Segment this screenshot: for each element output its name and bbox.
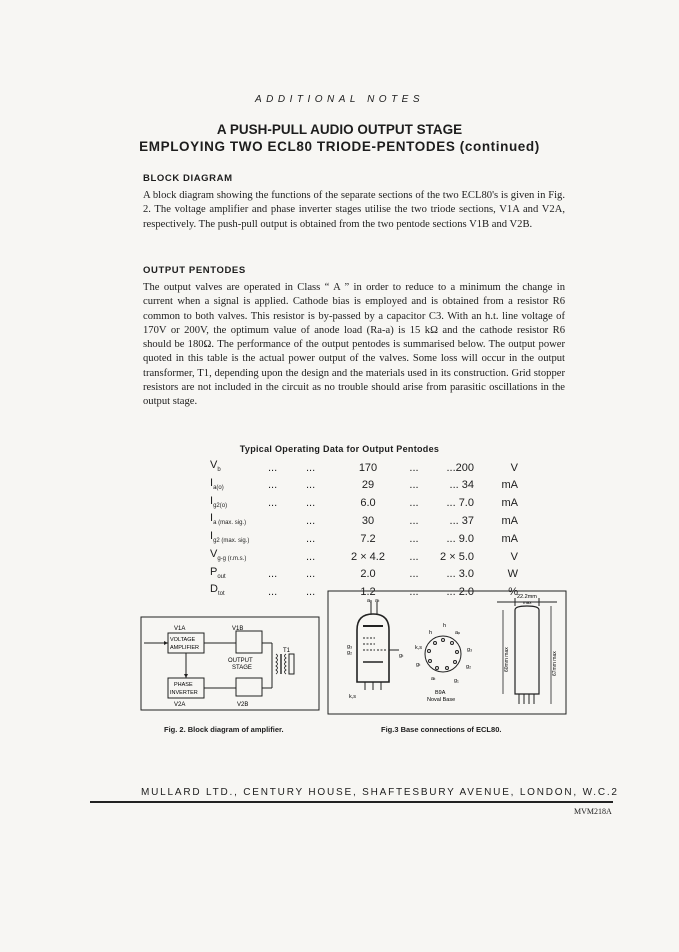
row-dots2: ...	[306, 532, 316, 545]
output-stage-block-lower	[236, 678, 262, 696]
row-unit: V	[510, 461, 518, 474]
row-unit: mA	[501, 532, 518, 545]
symbol: I	[210, 530, 214, 543]
row-dots1	[268, 512, 306, 530]
out-line2: STAGE	[232, 665, 252, 671]
footer-rule	[90, 801, 613, 803]
pin-label-ks-left: k,s	[349, 694, 357, 700]
row-dots1: ...	[268, 586, 278, 599]
row-value-max: ... 7.0	[446, 497, 474, 510]
row-value-min: 170	[358, 461, 378, 474]
row-dots-mid: ...	[409, 479, 419, 492]
row-value-min: 6.0	[360, 497, 376, 510]
base-name: Noval Base	[427, 697, 456, 703]
row-value-max: ... 9.0	[446, 532, 474, 545]
row-unit: %	[508, 586, 518, 599]
pin-label-g2-base: g₂	[466, 664, 472, 670]
table-row	[210, 495, 518, 513]
symbol: I	[210, 494, 214, 507]
row-dots-mid: ...	[409, 497, 419, 510]
pin-label-ap-base: aₚ	[455, 630, 461, 636]
row-value-max: ...200	[446, 461, 474, 474]
noval-base	[425, 636, 461, 672]
row-dots-mid: ...	[409, 550, 419, 563]
row-value-max: ... 3.0	[446, 568, 474, 581]
row-dots2: ...	[306, 514, 316, 527]
row-value-max: ... 37	[449, 514, 474, 527]
pin-label-at-base: aₜ	[431, 676, 436, 682]
row-value-min: 30	[361, 514, 375, 527]
row-dots1: ...	[268, 568, 278, 581]
row-dots2: ...	[306, 568, 316, 581]
dim-body: 60mm max	[504, 647, 510, 672]
fig2-caption: Fig. 2. Block diagram of amplifier.	[164, 725, 284, 734]
symbol-subscript: g-g (r.m.s.)	[217, 556, 247, 563]
pin-label-g3-left: g₃	[347, 644, 353, 650]
row-unit: W	[507, 568, 518, 581]
t1-label: T1	[283, 648, 291, 654]
va-line2: AMPLIFIER	[170, 645, 200, 651]
output-pentodes-paragraph: The output valves are operated in Class “ A ” in order to reduce to a minimum the change in current when a signal is applied. Cathode bias is employed and is obtained from a resistor R6 common to both valves. This resistor is by-passed by a capacitor C3. With an h.t. line voltage of 170V or 200V, the optimum value of anode load (Ra-a) is 15 kΩ and the cathode resistor R6 should be 180Ω. The performance of the output pentodes is summarised below. The output power quoted in this table is the actual power output of the valves. Some loss will occur in the output transformer, T1, depending upon the design and the materials used in its construction. Grid stopper resistors are not included in the circuit as no trouble should arise from parasitic oscillations in the output stage.	[143, 282, 565, 408]
row-value-min: 2.0	[360, 568, 376, 581]
table-row	[210, 477, 518, 495]
row-dots-mid: ...	[409, 532, 419, 545]
row-label	[210, 459, 268, 477]
symbol: I	[210, 512, 214, 525]
row-dots2: ...	[306, 586, 316, 599]
out-line1: OUTPUT	[228, 658, 253, 664]
row-value-max: ... 2.0	[446, 586, 474, 599]
row-dots-mid: ...	[409, 568, 419, 581]
row-label	[210, 548, 268, 566]
page-footer: MULLARD LTD., CENTURY HOUSE, SHAFTESBURY AVENUE, LONDON, W.C.2	[141, 787, 619, 798]
table-row	[210, 566, 518, 584]
row-dots1: ...	[268, 461, 278, 474]
symbol-subscript: b	[217, 467, 221, 474]
fig2-v2a-label: V2A	[174, 702, 186, 708]
symbol-subscript: g2 (max. sig.)	[213, 538, 250, 545]
fig3-caption: Fig.3 Base connections of ECL80.	[381, 725, 502, 734]
table-row	[210, 512, 518, 530]
row-label	[210, 495, 268, 513]
symbol-subscript: a (max. sig.)	[213, 520, 247, 527]
row-label	[210, 512, 268, 530]
row-dots1	[268, 530, 306, 548]
pin-label-gt-base: gₜ	[416, 662, 421, 668]
fig2-v2b-label: V2B	[237, 702, 249, 708]
pi-line1: PHASE	[174, 682, 193, 688]
row-dots1: ...	[268, 479, 278, 492]
row-dots2: ...	[306, 497, 316, 510]
symbol: V	[210, 547, 218, 560]
fig2-v1b-label: V1B	[232, 626, 244, 632]
pin-label-g1-base: g₁	[454, 678, 459, 684]
operating-data-table	[210, 459, 518, 601]
valve-symbol	[357, 602, 399, 690]
page-title-line2: EMPLOYING TWO ECL80 TRIODE-PENTODES (continued)	[139, 139, 540, 154]
row-dots1	[268, 548, 306, 566]
row-unit: mA	[501, 479, 518, 492]
row-dots-mid: ...	[409, 514, 419, 527]
pin-label-at: aₜ	[375, 598, 380, 604]
row-value-min: 29	[361, 479, 375, 492]
row-dots2: ...	[306, 461, 316, 474]
row-label	[210, 530, 268, 548]
output-stage-block-upper	[236, 631, 262, 653]
pin-label-g3-base: g₃	[467, 647, 473, 653]
table-row	[210, 548, 518, 566]
dim-total: 67mm max	[552, 651, 558, 676]
row-value-min: 7.2	[360, 532, 376, 545]
symbol: D	[210, 583, 218, 596]
page-header: ADDITIONAL NOTES	[254, 94, 425, 105]
row-dots2: ...	[306, 479, 316, 492]
block-diagram-heading: BLOCK DIAGRAM	[143, 173, 233, 184]
pin-label-ks-base: k,s	[415, 645, 423, 651]
symbol-subscript: g2(o)	[213, 502, 228, 509]
symbol: P	[210, 565, 218, 578]
base-code: B9A	[435, 690, 446, 696]
pin-label-g2-left: g₂	[347, 650, 353, 656]
row-unit: mA	[501, 497, 518, 510]
table-title: Typical Operating Data for Output Pentodes	[239, 444, 440, 454]
row-unit: mA	[501, 514, 518, 527]
symbol: V	[210, 459, 218, 471]
pin-label-h1: h	[429, 630, 433, 636]
row-value-min: 1.2	[360, 586, 376, 599]
table-row	[210, 530, 518, 548]
symbol: I	[210, 476, 214, 489]
dim-top-max: max	[523, 600, 532, 605]
row-value-max: 2 × 5.0	[440, 550, 474, 563]
row-label	[210, 583, 268, 601]
output-pentodes-heading: OUTPUT PENTODES	[143, 265, 246, 276]
va-line1: VOLTAGE	[170, 637, 196, 643]
page-title-line1: A PUSH-PULL AUDIO OUTPUT STAGE	[216, 122, 463, 137]
row-label	[210, 566, 268, 584]
symbol-subscript: a(o)	[213, 484, 224, 491]
symbol-subscript: tot	[217, 591, 225, 598]
row-value-max: ... 34	[449, 479, 474, 492]
pin-label-ap: aₚ	[367, 598, 373, 604]
symbol-subscript: out	[217, 573, 226, 580]
table-row	[210, 459, 518, 477]
row-value-min: 2 × 4.2	[351, 550, 385, 563]
row-label	[210, 477, 268, 495]
row-dots2: ...	[306, 550, 316, 563]
row-dots-mid: ...	[409, 586, 419, 599]
fig3-base-connections	[327, 590, 567, 715]
row-unit: V	[510, 550, 518, 563]
pin-label-h2: h	[443, 623, 447, 629]
pi-line2: INVERTER	[170, 690, 198, 696]
dim-top: 22.2mm	[517, 594, 537, 600]
row-dots1: ...	[268, 497, 278, 510]
row-dots-mid: ...	[409, 461, 419, 474]
fig2-v1a-label: V1A	[174, 626, 186, 632]
fig2-block-diagram	[140, 616, 320, 711]
document-code: MVM218A	[574, 807, 612, 816]
block-diagram-paragraph: A block diagram showing the functions of the separate sections of the two ECL80's is given in Fig. 2. The voltage amplifier and phase inverter stages utilise the two triode sections, V1A and V2A, respectively. The push-pull output is obtained from the two pentode sections V1B and V2B.	[143, 190, 565, 230]
pin-label-gt-left: gₜ	[399, 653, 404, 659]
